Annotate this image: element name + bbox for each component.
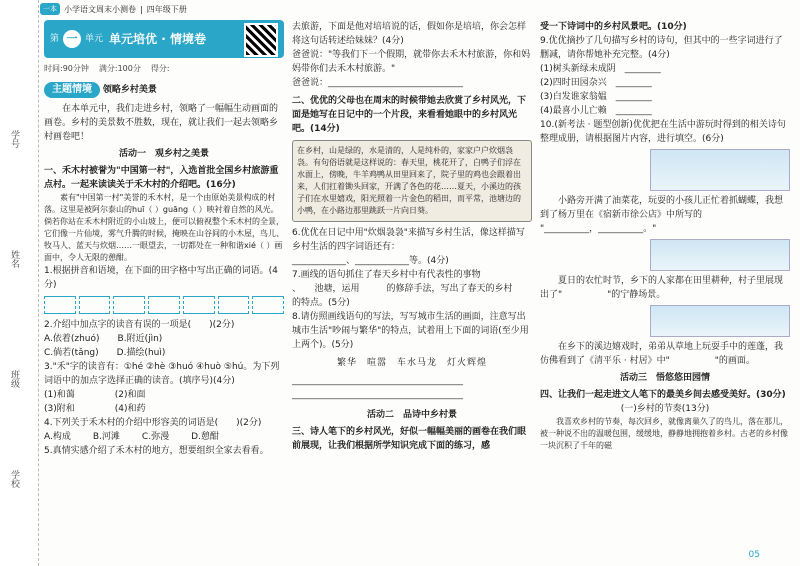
question-2-6: 6.优优在日记中用"炊烟袅袅"来描写乡村生活，像这样描写乡村生活的四字词语还有： bbox=[292, 228, 525, 252]
unit-banner bbox=[44, 20, 284, 58]
question-1-4: 4.下列关于禾木村的介绍中形容美的词语是( )(2分) bbox=[44, 418, 262, 428]
score-got: 得分: bbox=[150, 64, 170, 73]
question-2-7b[interactable]: 、 池塘，运用 的修辞手法，写出了春天的乡村 的特点。(5分) bbox=[292, 284, 540, 308]
passage-hemu: 素有"中国第一村"美誉的禾木村，是一个由原始美景构成的村落。这里是被阿尔泰山的huī（ ）guāng（ ）映衬着自然的风光。倘若你站在禾木村附近的小山坡上，便可以俯视整个禾木村的全景，它们像一片仙境，雾气升腾的时候，掩映在山谷间的小木屋，鸟儿、牧马人、蓝天与炊烟……一眼望去，一切都处在一种和谐xié（ ）画面中，令人无限的憩酣。 bbox=[44, 193, 284, 262]
question-2-7: 7.画线的语句抓住了春天乡村中有代表性的事物 bbox=[292, 270, 481, 280]
q8-answer-line-2[interactable]: ______________________________________ bbox=[292, 390, 463, 400]
word-bank: 繁华 喧嚣 车水马龙 灯火辉煌 bbox=[336, 358, 487, 368]
option-a[interactable]: A.构成 bbox=[44, 432, 71, 442]
q9-item-1[interactable]: (1)树头新绿未成阴 ________ bbox=[540, 64, 661, 74]
illustration-butterfly-icon bbox=[650, 149, 790, 191]
option-b[interactable]: B.河滩 bbox=[92, 432, 120, 442]
question-1-5: 5.真情实感介绍了禾木村的地方，想要组织全家去看看。 bbox=[44, 446, 269, 456]
activity-1-title: 活动一 观乡村之美景 bbox=[118, 149, 209, 159]
q10-part-c: 在乡下的溪边嬉戏时，弟弟从草地上玩耍手中的莲蓬，我仿佛看到了《清平乐 · 村居》中" "的画面。 bbox=[540, 342, 784, 366]
theme-badge: 主题情境 bbox=[44, 82, 100, 98]
unit-prefix: 第 bbox=[50, 34, 60, 44]
option-d[interactable]: D.描绘(huì) bbox=[116, 348, 166, 358]
spine-label-student-id: 学号 bbox=[9, 130, 19, 148]
spine-label-school: 学校 bbox=[9, 470, 19, 488]
page-number: 05 bbox=[748, 550, 760, 560]
q8-answer-line[interactable]: ______________________________________ bbox=[292, 376, 463, 386]
option-a[interactable]: A.依着(zhuó) bbox=[44, 334, 100, 344]
illustration-stream-icon bbox=[650, 305, 790, 337]
q10-part-b: 夏日的农忙时节，乡下的人家都在田里耕种，村子里展现出了" "的宁静场景。 bbox=[540, 276, 784, 300]
option-d[interactable]: D.憩酣 bbox=[191, 432, 219, 442]
option-c[interactable]: C.弥漫 bbox=[141, 432, 170, 442]
qr-code-icon[interactable] bbox=[244, 23, 278, 57]
spine-label-name: 姓名 bbox=[9, 250, 19, 268]
header-bar: 一本 小学语文周末小测卷 | 四年级下册 bbox=[40, 0, 290, 18]
q9-item-4[interactable]: (4)最喜小儿亡赖 ________ bbox=[540, 106, 652, 116]
question-9: 9.优优摘抄了几句描写乡村的诗句，但其中的一些字词进行了删减，请你帮她补充完整。(4分) bbox=[540, 36, 783, 60]
q10-answer-a[interactable]: "__________，__________。" bbox=[540, 224, 657, 234]
unit-suffix: 单元 bbox=[85, 34, 104, 44]
unit-number: 一 bbox=[63, 30, 81, 48]
activity-3-title: 活动三 悟悠悠田园情 bbox=[619, 373, 710, 383]
question-1: 一、禾木村被誉为"中国第一村"，入选首批全国乡村旅游重点村。一起来读读关于禾木村的介绍吧。(16分) bbox=[44, 166, 279, 190]
reading-subtitle: (一)乡村的节奏(13分) bbox=[620, 404, 710, 414]
unit-title: 单元培优 · 情境卷 bbox=[109, 32, 206, 46]
question-2: 二、优优的父母也在周末的时候带她去欣赏了乡村风光，下面是她写在日记中的一个片段，来看看她眼中的乡村风光吧。(14分) bbox=[292, 96, 527, 134]
question-3: 三、诗人笔下的乡村风光，好似一幅幅美丽的画卷在我们眼前展现，让我们根据所学知识完成下面的练习，感 bbox=[292, 427, 527, 451]
question-1-1: 1.根据拼音和语境，在下面的田字格中写出正确的词语。(4分) bbox=[44, 266, 278, 290]
brand-logo: 一本 bbox=[40, 3, 60, 15]
column-left bbox=[44, 20, 284, 458]
q5-quote: 爸爸说："等我们下一个假期，就带你去禾木村旅游，你和妈妈带你们去禾木村旅游。" bbox=[292, 50, 531, 74]
spine-label-class: 班级 bbox=[9, 370, 19, 388]
diary-excerpt: 在乡村，山是绿的，水是清的，人是纯朴的，家家户户炊烟袅袅。有句俗语就是这样说的：春天里，桃花开了，白鸭子们浮在水面上，傍晚，牛羊鸡鸭从田里回来了，院子里的鸡也会跟着出来，人们扛着锄头回家，开满了各色的花……夏天，小溪边的孩子们在水里嬉戏，阳光照着一片金色的稻田，而平常，池塘边的小鸭，在小路边那里跳跃一片向日葵。 bbox=[292, 140, 532, 222]
option-b[interactable]: B.附近(jìn) bbox=[117, 334, 163, 344]
theme-title: 领略乡村美景 bbox=[102, 85, 157, 95]
intro-text: 在本单元中，我们走进乡村，领略了一幅幅生动画面的画卷。乡村的美景数不胜数，现在，就让我们一起去领略乡村画卷吧！ bbox=[44, 104, 279, 142]
illustration-farm-icon bbox=[650, 239, 790, 271]
reading-passage: 我喜欢乡村的节奏，每次回乡，就像离巢久了的鸟儿，落在那儿，被一种说不出的温暖包围，缓缓地，静静地拥抱着乡村。古老的乡村像一块沉积了千年的磁 bbox=[540, 417, 788, 450]
blank-4[interactable]: (4)和药 bbox=[114, 404, 146, 414]
q3-continued: 受一下诗词中的乡村风景吧。(10分) bbox=[540, 22, 687, 32]
question-2-8: 8.请仿照画线语句的写法，写写城市生活的画面，注意写出城市生活"吵闹与繁华"的特点，试着用上下面的词语(至少用上两个)。(5分) bbox=[292, 312, 529, 350]
exam-meta bbox=[44, 62, 284, 76]
column-middle bbox=[292, 20, 540, 453]
q5-continued: 去旅游，下面是他对培培说的话，假如你是培培，你会怎样将这句话转述给妹妹？(4分) bbox=[292, 22, 527, 46]
series-name: 小学语文周末小测卷 bbox=[64, 4, 136, 14]
q9-item-2[interactable]: (2)四时田园杂兴 ________ bbox=[540, 78, 652, 88]
time-limit: 时间:90分钟 bbox=[44, 64, 89, 73]
blank-1[interactable]: (1)和蔼 bbox=[44, 390, 75, 400]
question-1-3: 3."禾"字的读音有：①hé ②hè ③huó ④huò ⑤hú。为下列词语中的加点字选择正确的读音。(填序号)(4分) bbox=[44, 362, 280, 386]
column-right bbox=[540, 20, 790, 452]
question-4: 四、让我们一起走进文人笔下的最美乡间去感受美好。(30分) bbox=[540, 390, 786, 400]
option-c[interactable]: C.倘若(tǎng) bbox=[44, 348, 99, 358]
q9-item-3[interactable]: (3)白发谁家翁媪 ________ bbox=[540, 92, 652, 102]
full-score: 满分:100分 bbox=[98, 64, 141, 73]
grade-label: 四年级下册 bbox=[146, 4, 187, 14]
activity-2-title: 活动二 品诗中乡村景 bbox=[366, 410, 457, 420]
writing-grid[interactable] bbox=[44, 296, 284, 314]
blank-3[interactable]: (3)附和 bbox=[44, 404, 75, 414]
blank-2[interactable]: (2)和面 bbox=[114, 390, 146, 400]
question-10: 10.(新考法 · 题型创新)优优把在生活中游玩时得到的相关诗句整理成册，请根据图片内容，进行填空。(6分) bbox=[540, 120, 786, 144]
q5-answer-line[interactable]: 爸爸说：______________________________ bbox=[292, 78, 464, 88]
q10-part-a: 小路旁开满了油菜花，玩耍的小孩儿正忙着抓蝴蝶，我想到了杨万里在《宿新市徐公店》中所写的 bbox=[540, 196, 784, 220]
question-1-2: 2.介绍中加点字的读音有误的一项是( )(2分) bbox=[44, 320, 235, 330]
binding-spine bbox=[0, 0, 39, 566]
q6-answer[interactable]: ____________、____________等。(4分) bbox=[292, 256, 449, 266]
